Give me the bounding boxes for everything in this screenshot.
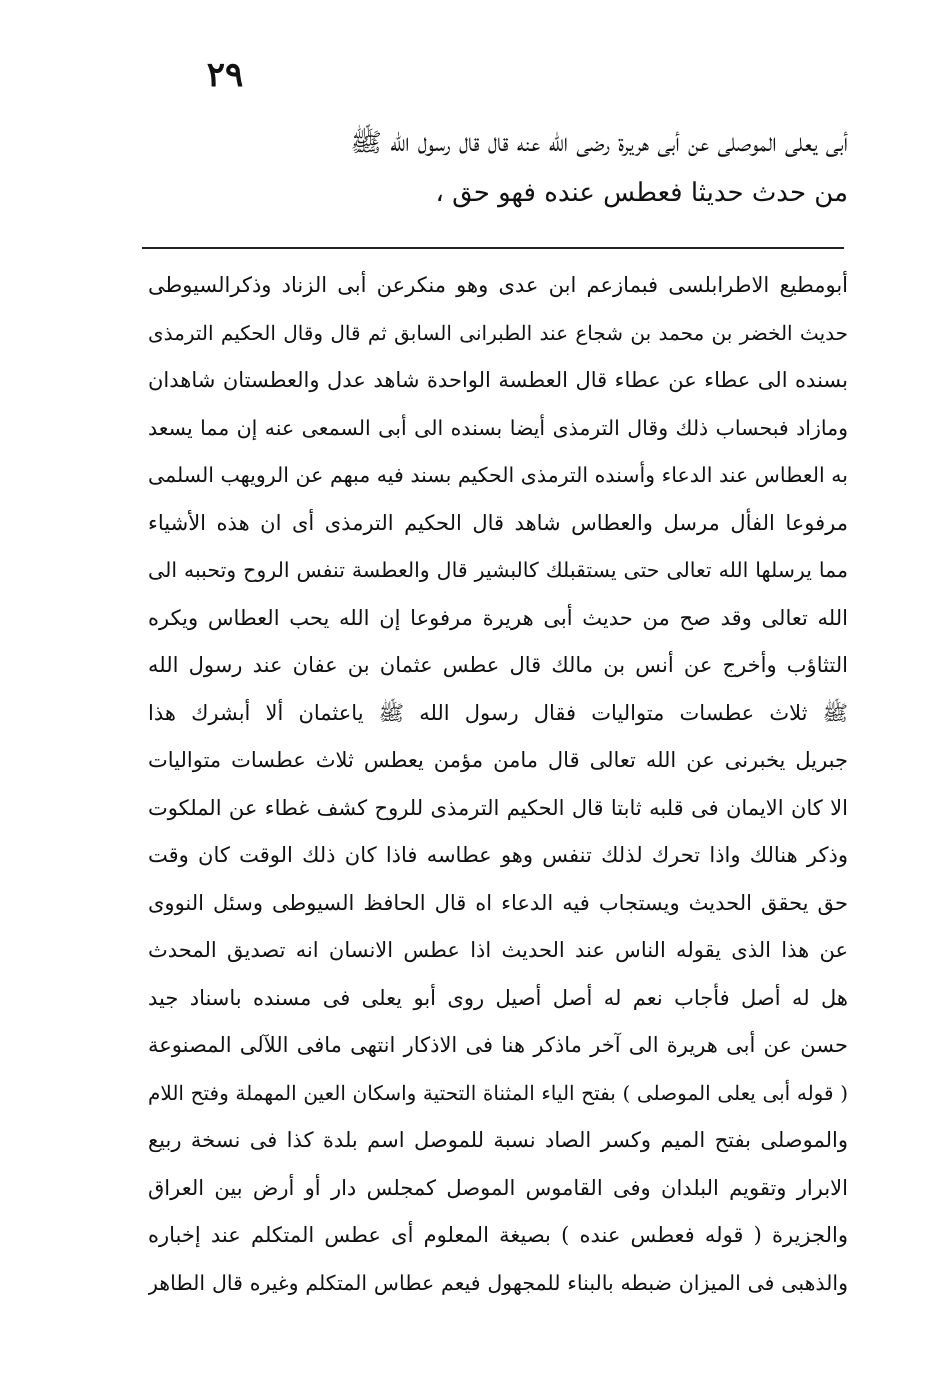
commentary-line: مرفوعا الفأل مرسل والعطاس شاهد قال الحكيم الترمذى أى ان هذه الأشياء [148, 510, 848, 535]
commentary-text [148, 262, 848, 1307]
commentary-line: هل له أصل فأجاب نعم له أصل أصيل روى أبو يعلى فى مسنده باسناد جيد [148, 985, 848, 1010]
commentary-line: والموصلى بفتح الميم وكسر الصاد نسبة للموصل اسم بلدة كذا فى نسخة ربيع [148, 1128, 848, 1152]
commentary-line: والجزيرة ( قوله فعطس عنده ) بصيغة المعلوم أى عطس المتكلم عند إخباره [148, 1223, 848, 1247]
commentary-line: أبومطيع الاطرابلسى فبمازعم ابن عدى وهو منكرعن أبى الزناد وذكرالسيوطى [148, 273, 848, 297]
commentary-line: عن هذا الذى يقوله الناس عند الحديث اذا عطس الانسان انه تصديق المحدث [148, 938, 848, 962]
commentary-line: جبريل يخبرنى عن الله تعالى قال مامن مؤمن يعطس ثلاث عطسات متواليات [148, 748, 848, 772]
commentary-line: وذكر هنالك واذا تحرك لذلك تنفس وهو عطاسه فاذا كان ذلك الوقت كان وقت [148, 843, 848, 867]
hadith-line: أبى يعلى الموصلى عن أبى هريرة رضى الله عنه قال قال رسول الله ﷺ [350, 128, 848, 158]
commentary-line: حديث الخضر بن محمد بن شجاع عند الطبرانى السابق ثم قال وقال الحكيم الترمذى [148, 320, 848, 345]
commentary-line: ( قوله أبى يعلى الموصلى ) بفتح الياء المثناة التحتية واسكان العين المهملة وفتح اللام [148, 1080, 848, 1105]
commentary-line: بسنده الى عطاء عن عطاء قال العطسة الواحدة شاهد عدل والعطستان شاهدان [148, 368, 848, 392]
commentary-line: الله تعالى وقد صح من حديث أبى هريرة مرفوعا إن الله يحب العطاس ويكره [148, 605, 848, 630]
hadith-text [148, 118, 848, 218]
commentary-line: التثاؤب وأخرج عن أنس بن مالك قال عطس عثمان بن عفان عند رسول الله [148, 653, 848, 677]
commentary-line: الا كان الايمان فى قلبه ثابتا قال الحكيم الترمذى للروح كشف غطاء عن الملكوت [148, 795, 848, 820]
commentary-line: به العطاس عند الدعاء وأسنده الترمذى الحكيم بسند فيه مبهم عن الرويهب السلمى [148, 463, 848, 487]
section-divider [142, 247, 844, 249]
commentary-line: ومازاد فبحساب ذلك وقال الترمذى أيضا بسنده الى أبى السمعى عنه إن مما يسعد [148, 415, 848, 440]
page-number: ٢٩ [206, 55, 244, 95]
commentary-line: حق يحقق الحديث ويستجاب فيه الدعاء اه قال الحافظ السيوطى وسئل النووى [148, 890, 848, 915]
commentary-line: والذهبى فى الميزان ضبطه بالبناء للمجهول فيعم عطاس المتكلم وغيره قال الطاهر [148, 1270, 848, 1295]
commentary-line: الابرار وتقويم البلدان وفى القاموس الموصل كمجلس دار أو أرض بين العراق [148, 1175, 848, 1200]
commentary-line: حسن عن أبى هريرة الى آخر ماذكر هنا فى الاذكار انتهى مافى اللآلى المصنوعة [148, 1033, 848, 1057]
commentary-line: ﷺ ثلاث عطسات متواليات فقال رسول الله ﷺ ياعثمان ألا أبشرك هذا [148, 700, 848, 725]
commentary-line: مما يرسلها الله تعالى حتى يستقبلك كالبشير قال والعطسة تنفس الروح وتحببه الى [148, 558, 848, 582]
hadith-line: من حدث حديثا فعطس عنده فهو حق ، [435, 178, 848, 208]
